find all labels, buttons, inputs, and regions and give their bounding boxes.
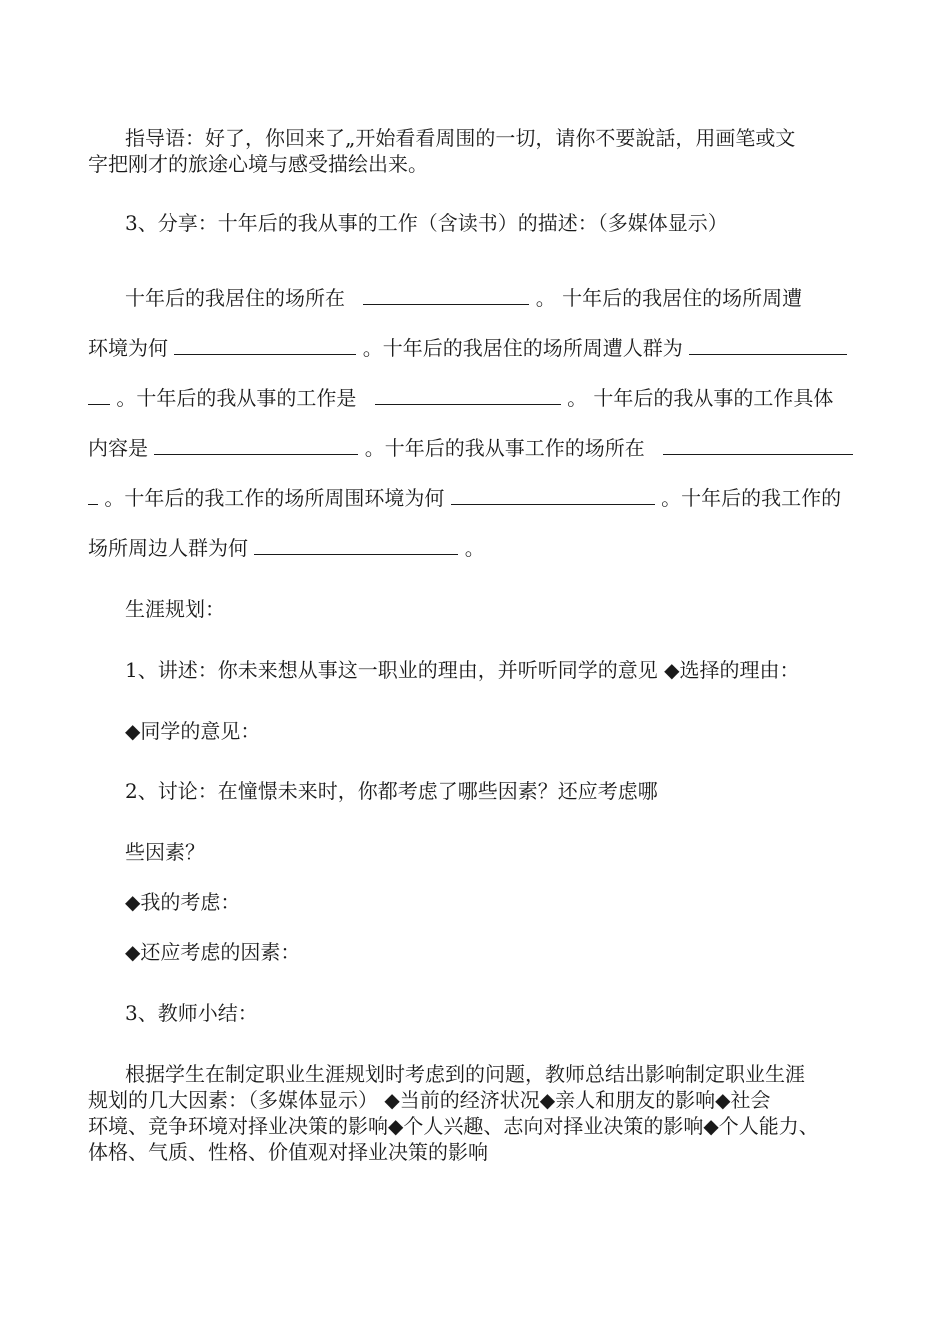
fill-line-2	[88, 335, 847, 361]
fill-text: 场所周边人群为何	[88, 536, 248, 560]
summary-line-3: 环境、竞争环境对择业决策的影响◆个人兴趣、志向对择业决策的影响◆个人能力、	[88, 1114, 819, 1138]
fill-blank-work-neighbors[interactable]	[254, 536, 458, 555]
career-item-2-more: ◆还应考虑的因素：	[125, 940, 301, 964]
fill-text: 。十年后的我居住的场所周遭人群为	[362, 336, 683, 360]
fill-line-5	[88, 485, 841, 511]
intro-line-2: 字把刚才的旅途心境与感受描绘出来。	[88, 152, 428, 176]
fill-blank-job[interactable]	[375, 386, 561, 405]
fill-line-6	[88, 535, 485, 561]
career-item-3: 3、教师小结：	[125, 1001, 258, 1025]
fill-blank-neighbors[interactable]	[689, 336, 847, 355]
fill-text: 。十年后的我工作的	[661, 486, 842, 510]
fill-blank-environment[interactable]	[174, 336, 356, 355]
summary-line-2: 规划的几大因素：（多媒体显示） ◆当前的经济状况◆亲人和朋友的影响◆社会	[88, 1088, 771, 1112]
fill-text: 。 十年后的我居住的场所周遭	[535, 286, 803, 310]
fill-blank-job-content[interactable]	[154, 436, 358, 455]
fill-line-4	[88, 435, 853, 461]
fill-text: 。 十年后的我从事的工作具体	[567, 386, 834, 410]
fill-blank-work-environment[interactable]	[451, 486, 655, 505]
fill-blank-residence[interactable]	[363, 286, 529, 305]
fill-text: 内容是	[88, 436, 148, 460]
fill-blank-neighbors-cont[interactable]	[88, 386, 110, 405]
fill-text: 。十年后的我从事工作的场所在	[364, 436, 645, 460]
summary-line-1: 根据学生在制定职业生涯规划时考虑到的问题，教师总结出影响制定职业生涯	[125, 1062, 805, 1086]
career-item-2-mine: ◆我的考虑：	[125, 890, 241, 914]
fill-text: 。	[464, 536, 485, 560]
fill-blank-workplace[interactable]	[663, 436, 853, 455]
career-title: 生涯规划：	[125, 597, 225, 621]
career-item-1-opinion: ◆同学的意见：	[125, 719, 261, 743]
fill-text: 。十年后的我工作的场所周围环境为何	[104, 486, 445, 510]
share-heading: 3、分享：十年后的我从事的工作（含读书）的描述：（多媒体显示）	[125, 211, 728, 235]
fill-line-3	[88, 385, 833, 411]
career-item-1: 1、讲述：你未来想从事这一职业的理由，并听听同学的意见 ◆选择的理由：	[125, 658, 800, 682]
intro-line-1: 指导语：好了，你回来了„开始看看周围的一切，请你不要說話，用画笔或文	[125, 126, 796, 150]
summary-line-4: 体格、气质、性格、价值观对择业决策的影响	[88, 1140, 488, 1164]
career-item-2: 2、讨论：在憧憬未来时，你都考虑了哪些因素？还应考虑哪	[125, 779, 658, 803]
fill-line-1	[125, 285, 802, 311]
career-item-2-cont: 些因素？	[125, 840, 205, 864]
fill-text: 十年后的我居住的场所在	[125, 286, 345, 310]
fill-blank-workplace-cont[interactable]	[88, 486, 98, 505]
fill-text: 。十年后的我从事的工作是	[116, 386, 357, 410]
fill-text: 环境为何	[88, 336, 168, 360]
